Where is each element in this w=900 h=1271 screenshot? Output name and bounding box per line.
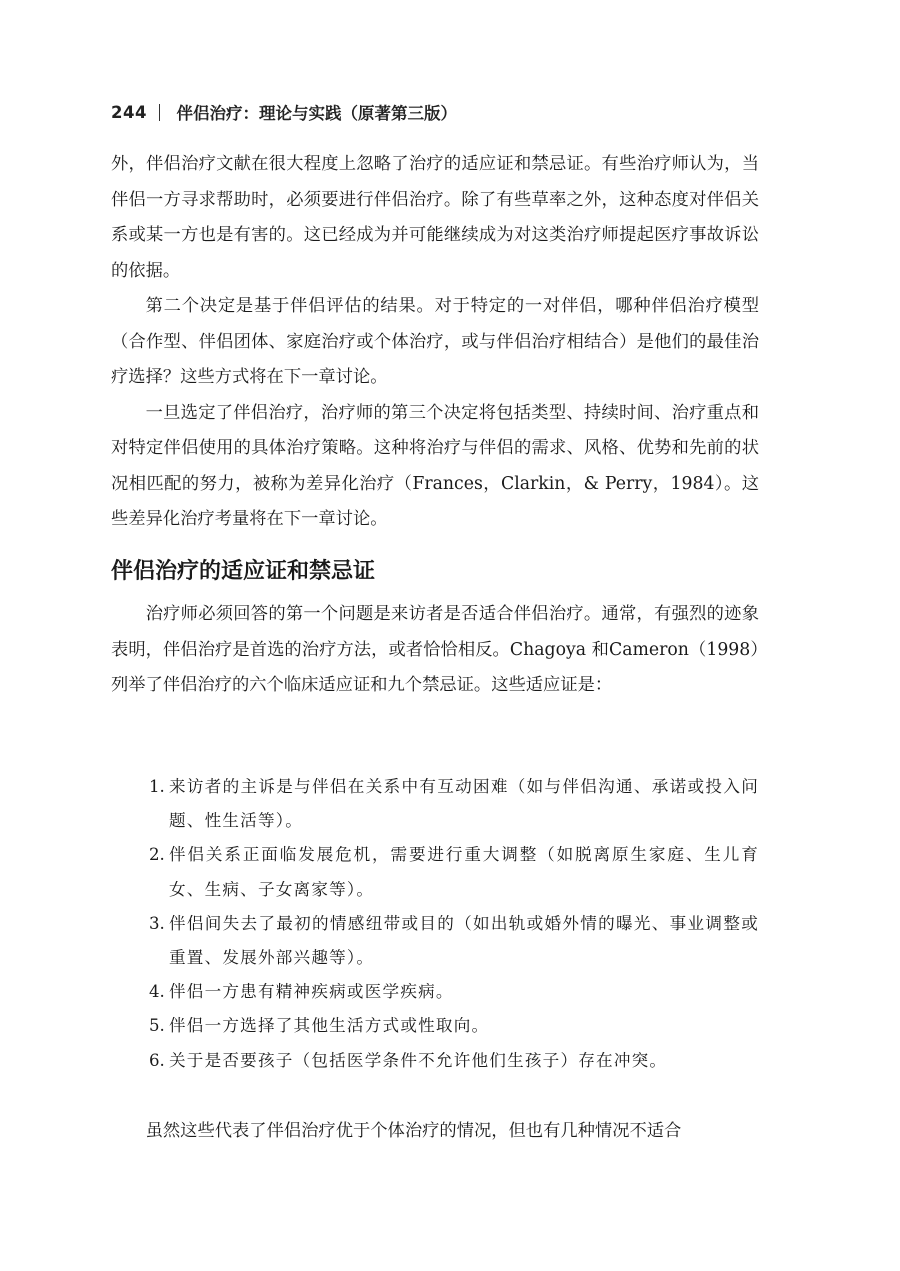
- paragraph-second-decision: 第二个决定是基于伴侣评估的结果。对于特定的一对伴侣，哪种伴侣治疗模型（合作型、伴侣团体、家庭治疗或个体治疗，或与伴侣治疗相结合）是他们的最佳治疗选择？这些方式将在下一章讨论。: [111, 296, 759, 387]
- list-item: [149, 907, 759, 975]
- list-item-number: 1.: [149, 777, 165, 796]
- list-item: [149, 838, 759, 906]
- list-item-number: 4.: [149, 982, 165, 1002]
- list-item: [149, 1009, 759, 1043]
- list-item-text: 伴侣一方选择了其他生活方式或性取向。: [169, 1016, 490, 1036]
- list-item-number: 5.: [149, 1016, 165, 1036]
- list-item-text: 伴侣关系正面临发展危机，需要进行重大调整（如脱离原生家庭、生儿育女、生病、子女离家等）。: [169, 845, 759, 899]
- page-number: 244: [111, 102, 147, 122]
- list-item: [149, 1044, 759, 1078]
- paragraph-third-decision: 一旦选定了伴侣治疗，治疗师的第三个决定将包括类型、持续时间、治疗重点和对特定伴侣使用的具体治疗策略。这种将治疗与伴侣的需求、风格、优势和先前的状况相匹配的努力，被称为差异化治疗（Frances，Clarkin，& Perry，1984）。这些差异化治疗考量将在下一章讨论。: [111, 402, 759, 529]
- list-item: [149, 770, 759, 838]
- list-item-text: 来访者的主诉是与伴侣在关系中有互动困难（如与伴侣沟通、承诺或投入问题、性生活等）。: [169, 777, 759, 831]
- list-item-number: 6.: [149, 1050, 165, 1070]
- list-item-text: 关于是否要孩子（包括医学条件不允许他们生孩子）存在冲突。: [169, 1050, 668, 1070]
- indications-list: [149, 770, 759, 1078]
- list-item: [149, 975, 759, 1009]
- header-divider: [159, 104, 161, 121]
- running-header: [111, 99, 771, 125]
- list-item-number: 3.: [149, 913, 165, 933]
- paragraph-continuation: 外，伴侣治疗文献在很大程度上忽略了治疗的适应证和禁忌证。有些治疗师认为，当伴侣一方寻求帮助时，必须要进行伴侣治疗。除了有些草率之外，这种态度对伴侣关系或某一方也是有害的。这已经成为并可能继续成为对这类治疗师提起医疗事故诉讼的依据。: [111, 154, 759, 281]
- list-item-text: 伴侣一方患有精神疾病或医学疾病。: [169, 982, 454, 1002]
- list-item-number: 2.: [149, 845, 165, 865]
- book-title: 伴侣治疗：理论与实践（原著第三版）: [176, 104, 457, 123]
- body-text-bottom: [111, 1114, 759, 1150]
- list-item-text: 伴侣间失去了最初的情感纽带或目的（如出轨或婚外情的曝光、事业调整或重置、发展外部兴趣等）。: [169, 913, 759, 968]
- section-intro-paragraph: 治疗师必须回答的第一个问题是来访者是否适合伴侣治疗。通常，有强烈的迹象表明，伴侣治疗是首选的治疗方法，或者恰恰相反。Chagoya 和Cameron（1998）列举了伴侣治疗的六个临床适应证和九个禁忌证。这些适应证是：: [111, 604, 759, 695]
- closing-paragraph: 虽然这些代表了伴侣治疗优于个体治疗的情况，但也有几种情况不适合: [145, 1121, 682, 1141]
- section-intro-block: [111, 597, 759, 704]
- body-text-top: [111, 147, 759, 538]
- section-heading: 伴侣治疗的适应证和禁忌证: [111, 559, 376, 584]
